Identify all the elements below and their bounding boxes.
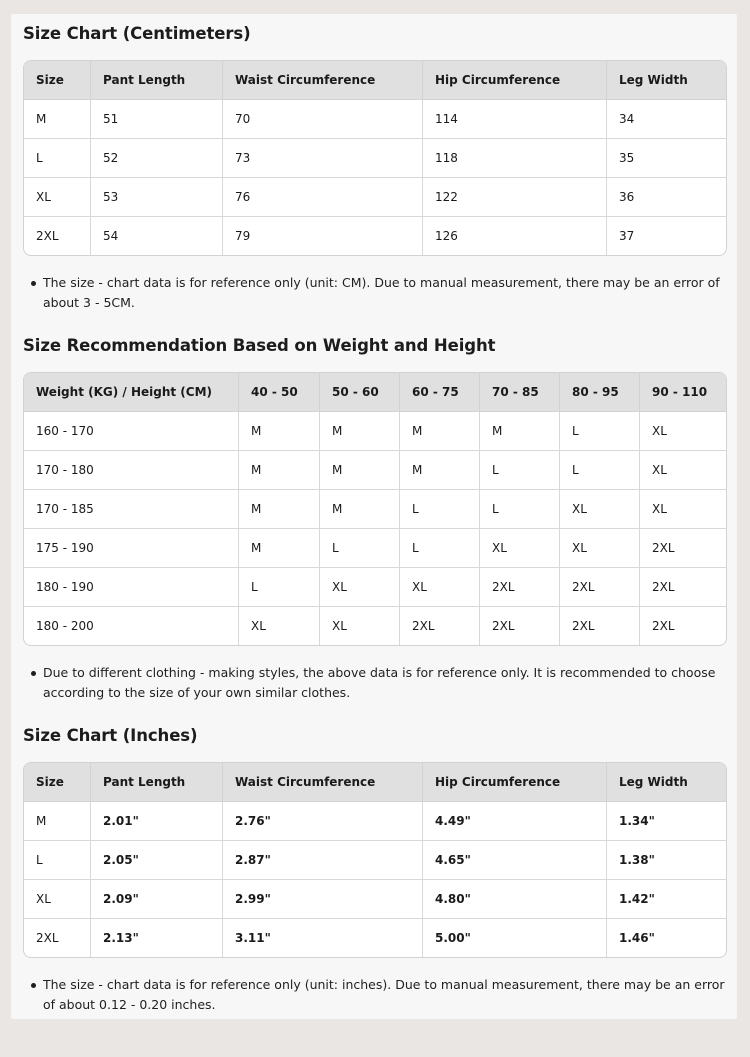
recommendation-table-cell: XL: [640, 490, 726, 529]
inch-note-wrap: [23, 975, 725, 1015]
inch-column-header: Hip Circumference: [423, 763, 607, 802]
recommendation-table-cell: L: [320, 529, 400, 568]
inch-table-row: [24, 880, 726, 919]
cm-table-body: [24, 100, 726, 255]
inch-table-cell: M: [24, 802, 91, 841]
recommendation-table-cell: M: [320, 412, 400, 451]
recommendation-table-cell: L: [400, 529, 480, 568]
recommendation-table-cell: 2XL: [640, 568, 726, 607]
recommendation-table-cell: 2XL: [560, 607, 640, 645]
inch-table-cell: 2.87": [223, 841, 423, 880]
recommendation-table: [23, 372, 727, 646]
recommendation-column-header: 80 - 95: [560, 373, 640, 412]
recommendation-table-cell: M: [400, 451, 480, 490]
cm-table-cell: 76: [223, 178, 423, 217]
cm-table-cell: 37: [619, 229, 635, 243]
cm-table-cell: 114: [423, 100, 607, 139]
size-guide-page: [11, 14, 737, 1019]
recommendation-table-row: [24, 412, 726, 451]
recommendation-table-cell: XL: [640, 451, 726, 490]
recommendation-table-cell: XL: [480, 529, 560, 568]
recommendation-table-cell: M: [239, 412, 320, 451]
inch-table-cell: 2.01": [91, 802, 223, 841]
cm-table-cell: XL: [24, 178, 91, 217]
cm-table-cell: 2XL: [24, 217, 91, 255]
recommendation-table-cell: M: [239, 451, 320, 490]
inch-table-row: [24, 841, 726, 880]
recommendation-table-cell: M: [480, 412, 560, 451]
cm-column-header: Size: [24, 61, 91, 100]
inch-note: The size - chart data is for reference only (unit: inches). Due to manual measurement, there may be an error of about 0.12 - 0.20 inches.: [23, 975, 725, 1015]
cm-section: [23, 24, 725, 43]
recommendation-table-row: [24, 607, 726, 645]
recommendation-table-cell: XL: [560, 529, 640, 568]
cm-chart-title: Size Chart (Centimeters): [23, 24, 251, 43]
recommendation-table-cell: 2XL: [640, 529, 726, 568]
cm-table-cell: 53: [91, 178, 223, 217]
cm-table-cell: 35: [607, 139, 726, 178]
cm-table-row: [24, 100, 726, 139]
inch-column-header: Waist Circumference: [223, 763, 423, 802]
cm-table-cell: 54: [91, 217, 223, 255]
cm-table-wrap: [23, 60, 725, 256]
recommendation-table-cell: XL: [640, 412, 726, 451]
recommendation-table-row: [24, 529, 726, 568]
recommendation-column-header: 90 - 110: [640, 373, 726, 412]
inch-size-table: [23, 762, 727, 958]
recommendation-title: Size Recommendation Based on Weight and Height: [23, 336, 496, 355]
recommendation-table-cell: M: [320, 451, 400, 490]
cm-column-header: Waist Circumference: [223, 61, 423, 100]
inch-table-cell: 2.09": [91, 880, 223, 919]
inch-table-cell: 4.65": [423, 841, 607, 880]
cm-table-cell: 118: [423, 139, 607, 178]
recommendation-table-cell: L: [480, 451, 560, 490]
cm-table-row: [24, 217, 726, 255]
recommendation-table-cell: 2XL: [652, 619, 675, 633]
recommendation-note: Due to different clothing - making styles, the above data is for reference only. It is recommended to choose according to the size of your own similar clothes.: [23, 663, 725, 703]
recommendation-table-cell: 2XL: [480, 607, 560, 645]
recommendation-table-cell: 2XL: [480, 568, 560, 607]
inch-table-cell: 5.00": [423, 919, 607, 957]
inch-table-cell: 2XL: [24, 919, 91, 957]
inch-table-cell: L: [24, 841, 91, 880]
recommendation-table-cell: M: [400, 412, 480, 451]
cm-table-cell: 79: [223, 217, 423, 255]
cm-table-cell: 36: [607, 178, 726, 217]
cm-note: The size - chart data is for reference only (unit: CM). Due to manual measurement, there may be an error of about 3 - 5CM.: [23, 273, 725, 313]
cm-table-cell: 70: [223, 100, 423, 139]
inch-table-row: [24, 919, 726, 957]
inch-table-wrap: [23, 762, 725, 958]
cm-note-wrap: [23, 273, 725, 313]
cm-table-header: [24, 61, 726, 100]
recommendation-table-cell: L: [400, 490, 480, 529]
inch-table-body: [24, 802, 726, 957]
inch-section: [23, 726, 725, 745]
inch-table-header: [24, 763, 726, 802]
inch-table-cell: 1.34": [607, 802, 726, 841]
inch-column-header: Leg Width: [607, 763, 726, 802]
recommendation-table-cell: XL: [239, 607, 320, 645]
inch-table-cell: 4.49": [423, 802, 607, 841]
cm-table-cell: 51: [91, 100, 223, 139]
recommendation-column-header: 60 - 75: [400, 373, 480, 412]
cm-size-table: [23, 60, 727, 256]
recommendation-table-cell: 180 - 190: [24, 568, 239, 607]
recommendation-note-wrap: [23, 663, 725, 703]
inch-table-cell: 2.76": [223, 802, 423, 841]
inch-chart-title: Size Chart (Inches): [23, 726, 198, 745]
recommendation-table-cell: 160 - 170: [24, 412, 239, 451]
recommendation-table-wrap: [23, 372, 725, 646]
inch-table-cell: 1.42": [607, 880, 726, 919]
inch-table-cell: 2.13": [91, 919, 223, 957]
recommendation-table-row: [24, 451, 726, 490]
cm-table-cell: 122: [423, 178, 607, 217]
recommendation-table-cell: XL: [400, 568, 480, 607]
cm-table-cell: L: [24, 139, 91, 178]
recommendation-table-cell: 170 - 180: [24, 451, 239, 490]
cm-table-row: [24, 139, 726, 178]
cm-column-header: Pant Length: [91, 61, 223, 100]
recommendation-table-cell: 170 - 185: [24, 490, 239, 529]
recommendation-table-cell: M: [239, 529, 320, 568]
cm-column-header: Leg Width: [607, 61, 726, 100]
recommendation-table-cell: L: [560, 412, 640, 451]
recommendation-table-cell: 2XL: [560, 568, 640, 607]
recommendation-table-cell: XL: [320, 607, 400, 645]
recommendation-section: [23, 336, 725, 355]
cm-table-cell: M: [24, 100, 91, 139]
cm-table-cell: 34: [607, 100, 726, 139]
recommendation-table-row: [24, 568, 726, 607]
recommendation-table-row: [24, 490, 726, 529]
recommendation-table-cell: M: [239, 490, 320, 529]
inch-column-header: Pant Length: [91, 763, 223, 802]
recommendation-column-header: 70 - 85: [480, 373, 560, 412]
inch-table-cell: 2.99": [223, 880, 423, 919]
inch-column-header: Size: [24, 763, 91, 802]
recommendation-column-header: Weight (KG) / Height (CM): [24, 373, 239, 412]
inch-table-cell: XL: [24, 880, 91, 919]
inch-table-cell: 3.11": [223, 919, 423, 957]
cm-table-row: [24, 178, 726, 217]
recommendation-column-header: 40 - 50: [239, 373, 320, 412]
cm-table-cell: 126: [423, 217, 607, 255]
inch-table-cell: 1.38": [607, 841, 726, 880]
cm-table-cell: 73: [223, 139, 423, 178]
recommendation-table-cell: L: [560, 451, 640, 490]
recommendation-table-cell: M: [320, 490, 400, 529]
inch-table-row: [24, 802, 726, 841]
recommendation-table-cell: XL: [320, 568, 400, 607]
recommendation-table-cell: 180 - 200: [24, 607, 239, 645]
recommendation-table-header: [24, 373, 726, 412]
recommendation-table-cell: L: [480, 490, 560, 529]
cm-column-header: Hip Circumference: [423, 61, 607, 100]
recommendation-table-cell: 2XL: [400, 607, 480, 645]
cm-table-cell: 52: [91, 139, 223, 178]
recommendation-table-body: [24, 412, 726, 645]
recommendation-table-cell: L: [239, 568, 320, 607]
recommendation-column-header: 50 - 60: [320, 373, 400, 412]
recommendation-table-cell: 175 - 190: [24, 529, 239, 568]
inch-table-cell: 2.05": [91, 841, 223, 880]
inch-table-cell: 4.80": [423, 880, 607, 919]
recommendation-table-cell: XL: [560, 490, 640, 529]
inch-table-cell: 1.46": [619, 931, 655, 945]
